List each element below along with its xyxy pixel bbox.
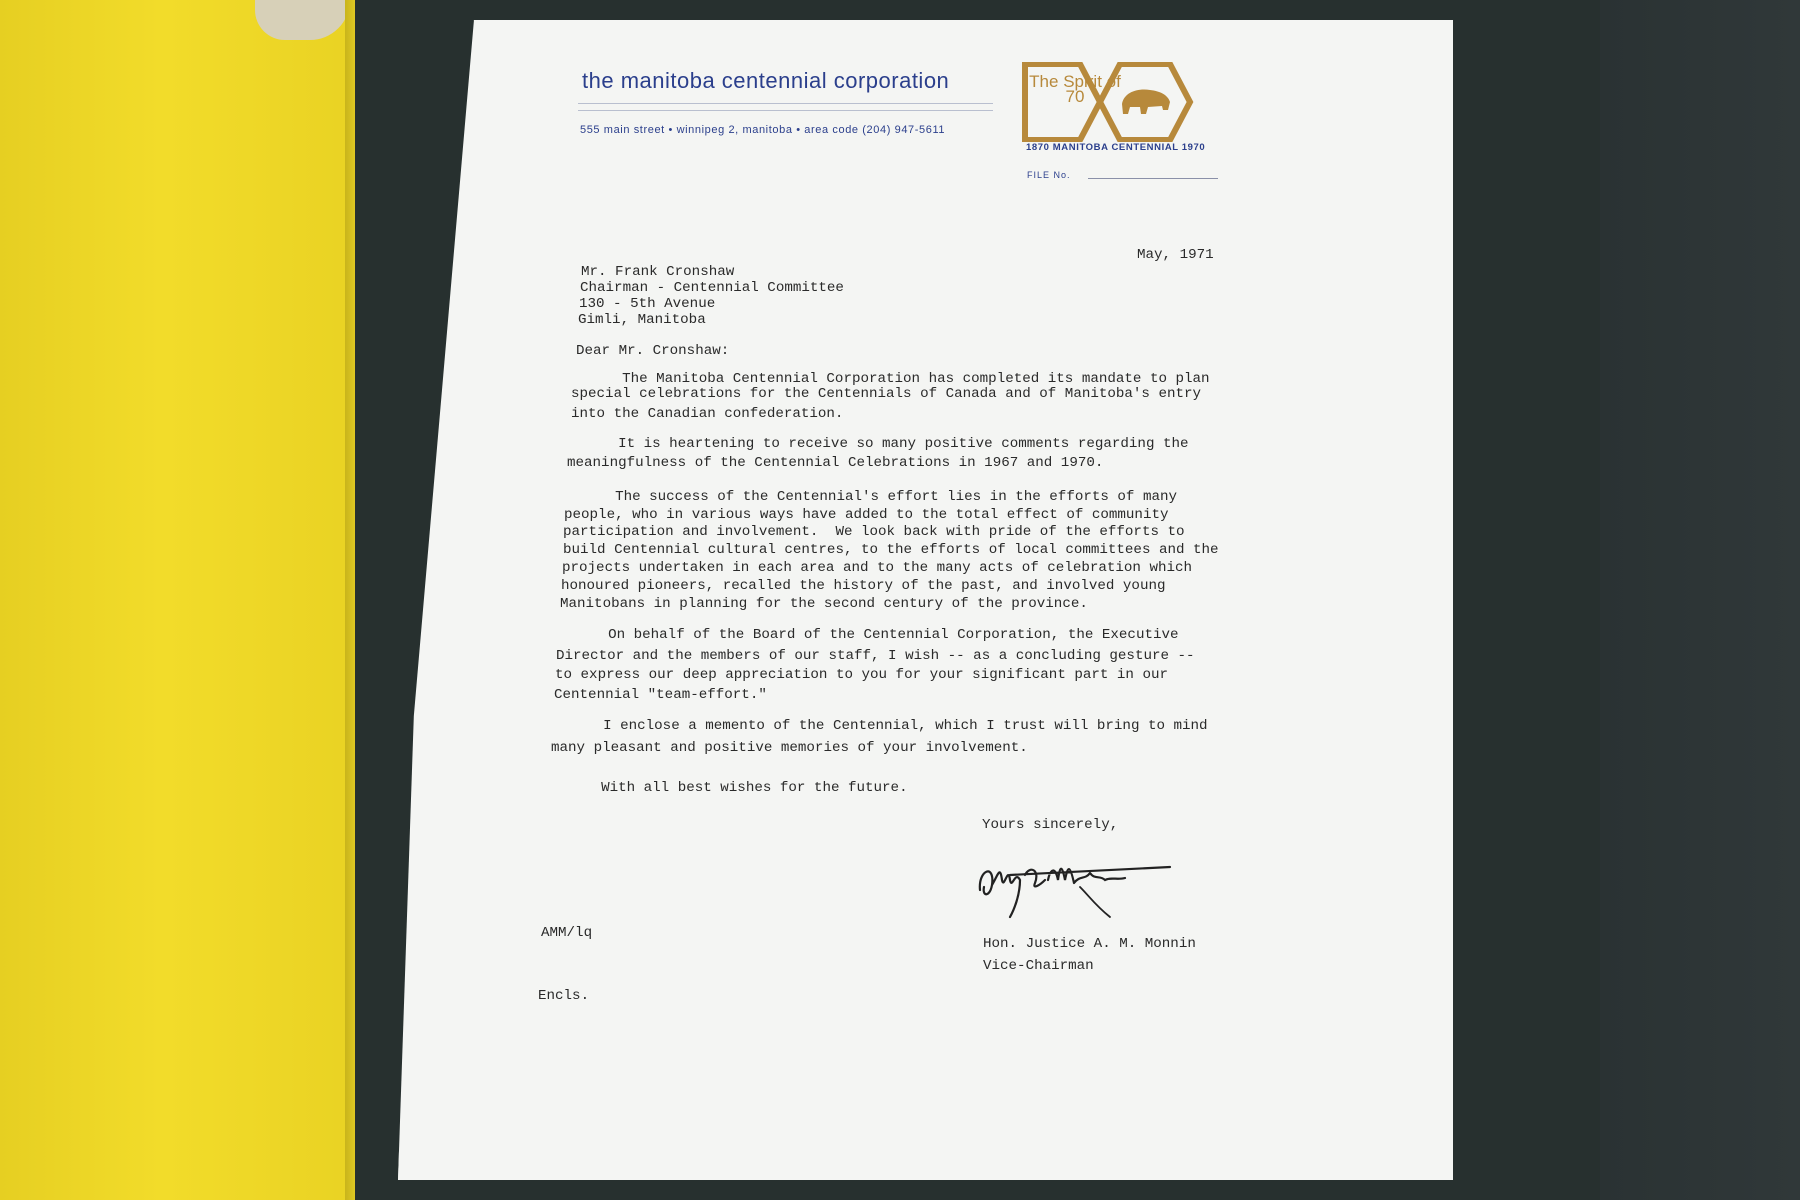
signer-name: Hon. Justice A. M. Monnin (983, 936, 1196, 952)
bison-icon (1122, 90, 1170, 114)
centennial-dates-line: 1870 MANITOBA CENTENNIAL 1970 (1026, 142, 1206, 153)
file-number-line (1088, 178, 1218, 179)
paragraph-line: Manitobans in planning for the second century of the province. (560, 596, 1088, 612)
enclosure-note: Encls. (538, 988, 590, 1004)
file-number-label: FILE No. (1027, 170, 1071, 180)
paragraph-line: It is heartening to receive so many positive comments regarding the (567, 436, 1189, 452)
recipient-line: Chairman - Centennial Committee (580, 280, 844, 296)
closing: Yours sincerely, (982, 817, 1119, 833)
paragraph-line: build Centennial cultural centres, to the efforts of local committees and the (563, 542, 1219, 558)
paragraph-line: meaningfulness of the Centennial Celebrations in 1967 and 1970. (567, 455, 1104, 471)
letter-date: May, 1971 (1137, 247, 1214, 263)
letterhead-name: the manitoba centennial corporation (582, 68, 950, 93)
paragraph-line: I enclose a memento of the Centennial, which I trust will bring to mind (552, 718, 1208, 734)
recipient-line: 130 - 5th Avenue (579, 296, 716, 312)
paragraph-line: The Manitoba Centennial Corporation has completed its mandate to plan (571, 371, 1210, 387)
paragraph-line: On behalf of the Board of the Centennial Corporation, the Executive (557, 627, 1179, 643)
recipient-line: Gimli, Manitoba (578, 312, 706, 328)
paragraph-line: Centennial "team-effort." (554, 687, 767, 703)
paragraph-line: The success of the Centennial's effort lies in the efforts of many (564, 489, 1177, 505)
paragraph-line: With all best wishes for the future. (550, 780, 908, 796)
paragraph-line: projects undertaken in each area and to the many acts of celebration which (562, 560, 1193, 576)
signer-title: Vice-Chairman (983, 958, 1094, 974)
paragraph-line: honoured pioneers, recalled the history of the past, and involved young (561, 578, 1166, 594)
handwritten-signature (970, 835, 1190, 935)
letterhead-rule (578, 103, 993, 111)
paragraph-line: people, who in various ways have added to the total effect of community (564, 507, 1169, 523)
logo-spirit-text: The Spirit of 70 (1029, 72, 1121, 106)
paragraph-line: Director and the members of our staff, I wish -- as a concluding gesture -- (556, 648, 1195, 664)
paragraph-line: many pleasant and positive memories of your involvement. (551, 740, 1028, 756)
paragraph-line: special celebrations for the Centennials of Canada and of Manitoba's entry (571, 386, 1202, 402)
paragraph-line: into the Canadian confederation. (571, 406, 844, 422)
salutation: Dear Mr. Cronshaw: (576, 343, 730, 359)
recipient-line: Mr. Frank Cronshaw (581, 264, 735, 280)
paragraph-line: participation and involvement. We look back with pride of the efforts to (563, 524, 1185, 540)
letterhead-address: 555 main street • winnipeg 2, manitoba • area code (204) 947-5611 (580, 124, 946, 136)
paragraph-line: to express our deep appreciation to you for your significant part in our (555, 667, 1168, 683)
reference-initials: AMM/lq (541, 925, 593, 941)
